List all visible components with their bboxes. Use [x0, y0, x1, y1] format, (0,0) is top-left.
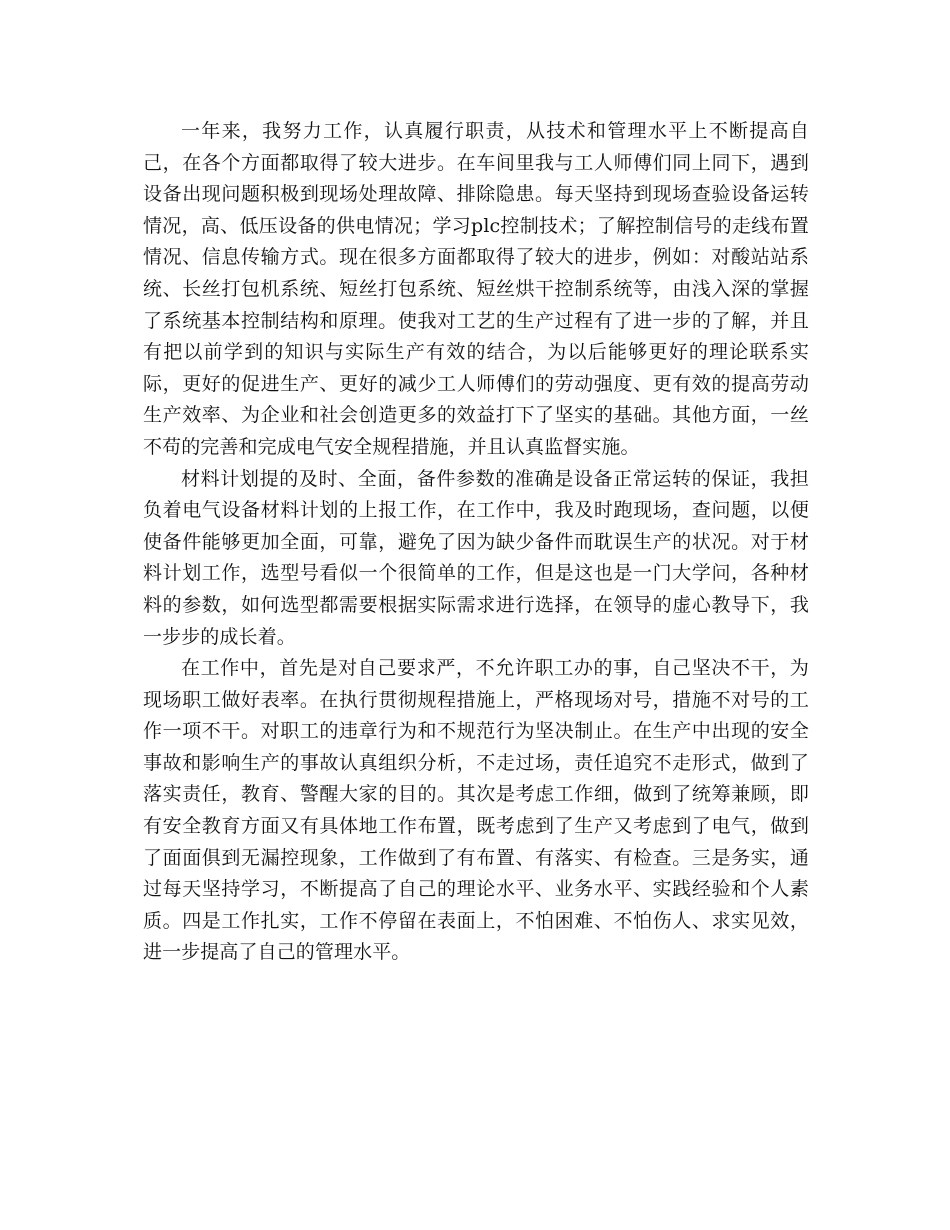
paragraph-work-attitude: 在工作中，首先是对自己要求严，不允许职工办的事，自己坚决不干，为现场职工做好表率。在执行贯彻规程措施上，严格现场对号，措施不对号的工作一项不干。对职工的违章行为和不规范行为坚决制止。在生产中出现的安全事故和影响生产的事故认真组织分析，不走过场，责任追究不走形式，做到了落实责任，教育、警醒大家的目的。其次是考虑工作细，做到了统筹兼顾，即有安全教育方面又有具体地工作布置，既考虑到了生产又考虑到了电气，做到了面面俱到无漏控现象，工作做到了有布置、有落实、有检查。三是务实，通过每天坚持学习，不断提高了自己的理论水平、业务水平、实践经验和个人素质。四是工作扎实，工作不停留在表面上，不怕困难、不怕伤人、求实见效，进一步提高了自己的管理水平。 — [143, 657, 809, 964]
paragraph-work-summary: 一年来，我努力工作，认真履行职责，从技术和管理水平上不断提高自己，在各个方面都取得了较大进步。在车间里我与工人师傅们同上同下，遇到设备出现问题积极到现场处理故障、排除隐患。每天坚持到现场查验设备运转情况，高、低压设备的供电情况；学习plc控制技术；了解控制信号的走线布置情况、信息传输方式。现在很多方面都取得了较大的进步，例如：对酸站站系统、长丝打包机系统、短丝打包系统、短丝烘干控制系统等，由浅入深的掌握了系统基本控制结构和原理。使我对工艺的生产过程有了进一步的了解，并且有把以前学到的知识与实际生产有效的结合，为以后能够更好的理论联系实际，更好的促进生产、更好的减少工人师傅们的劳动强度、更有效的提高劳动生产效率、为企业和社会创造更多的效益打下了坚实的基础。其他方面，一丝不苟的完善和完成电气安全规程措施，并且认真监督实施。 — [143, 120, 809, 458]
document-body — [143, 116, 809, 969]
paragraph-material-plan: 材料计划提的及时、全面，备件参数的准确是设备正常运转的保证，我担负着电气设备材料计划的上报工作，在工作中，我及时跑现场，查问题，以便使备件能够更加全面，可靠，避免了因为缺少备件而耽误生产的状况。对于材料计划工作，选型号看似一个很简单的工作，但是这也是一门大学问，各种材料的参数，如何选型都需要根据实际需求进行选择，在领导的虚心教导下，我一步步的成长着。 — [143, 467, 809, 648]
